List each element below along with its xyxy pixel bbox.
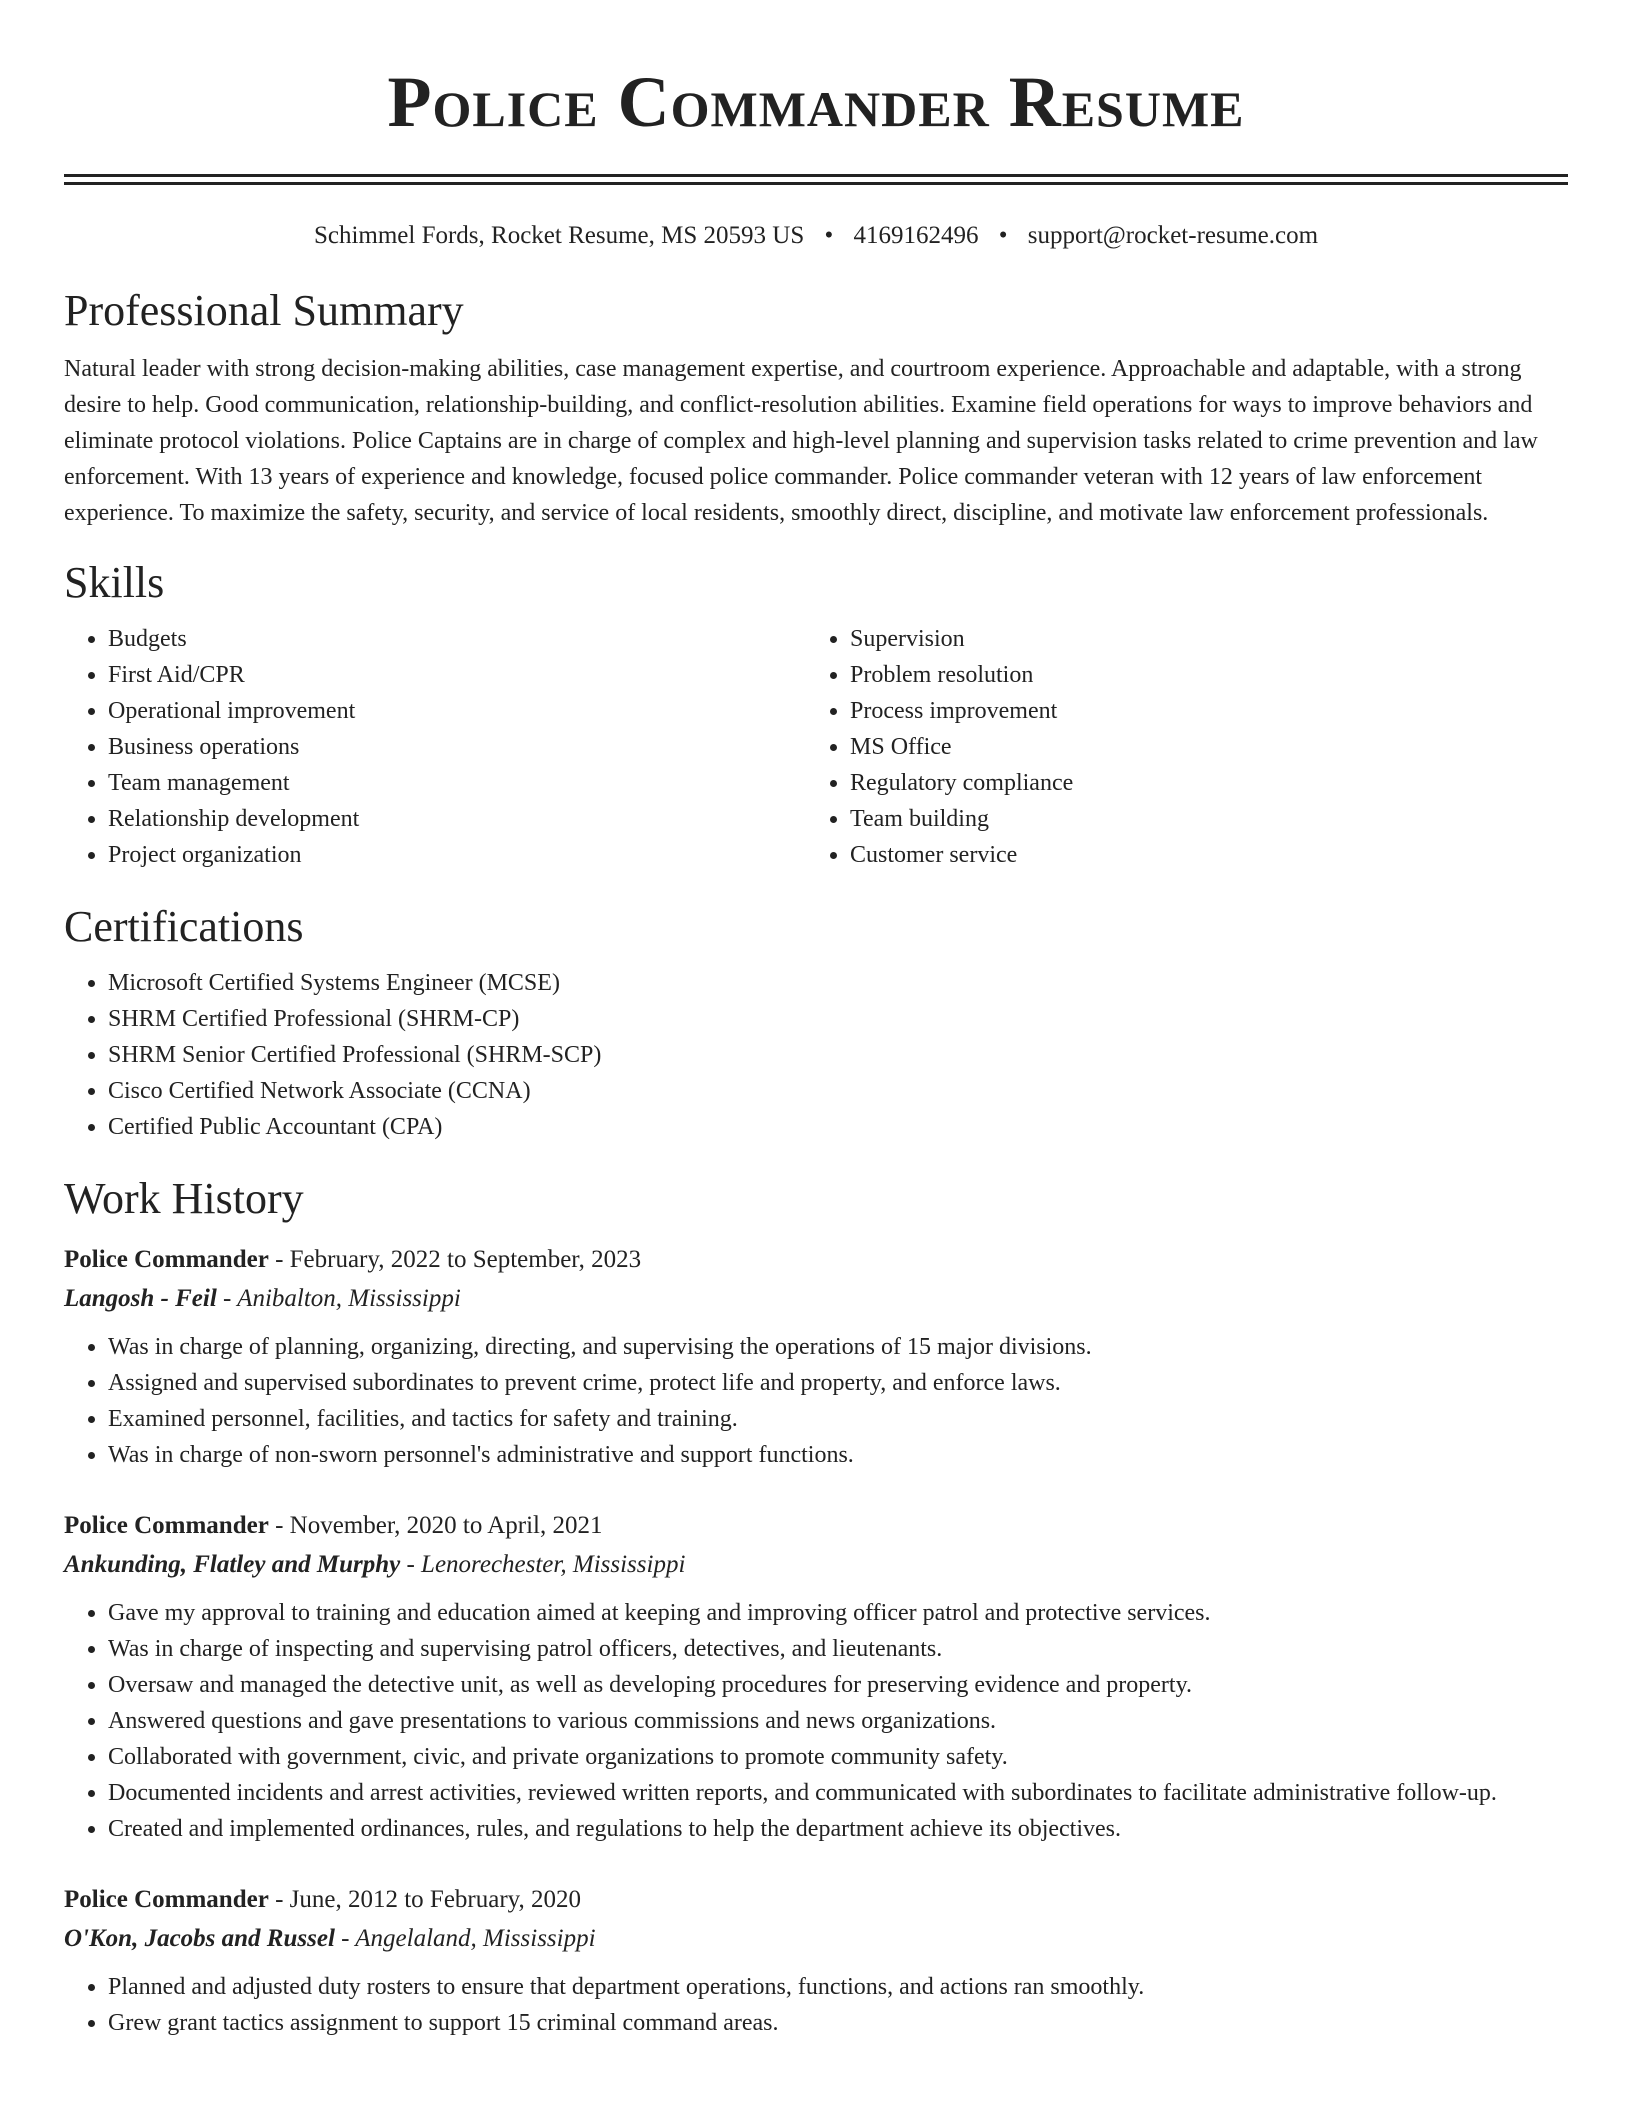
certification-item: • Cisco Certified Network Associate (CCNA) [108, 1073, 1568, 1109]
job-employer [64, 1279, 1568, 1319]
skill-item: • Customer service [850, 837, 1548, 873]
job-header [64, 1507, 1568, 1545]
job-location: Anibalton, Mississippi [237, 1285, 461, 1312]
job-duty-item: • Was in charge of inspecting and supervising patrol officers, detectives, and lieutenants. [108, 1631, 1568, 1667]
job-entry [64, 1507, 1568, 1847]
job-location: Angelaland, Mississippi [355, 1925, 596, 1952]
skill-item: • Relationship development [108, 801, 806, 837]
job-header [64, 1881, 1568, 1919]
job-duty-item: • Documented incidents and arrest activities, reviewed written reports, and communicated with subordinates to facilitate administrative follow-up. [108, 1775, 1568, 1811]
certification-item: • Certified Public Accountant (CPA) [108, 1109, 1568, 1145]
job-duty-item: • Assigned and supervised subordinates to prevent crime, protect life and property, and enforce laws. [108, 1365, 1568, 1401]
title-double-rule [64, 174, 1568, 185]
summary-text: Natural leader with strong decision-making abilities, case management expertise, and courtroom experience. Approachable and adaptable, with a strong desire to help. Good communication, relationship-building, and conflict-resolution abilities. Examine field operations for ways to improve behaviors and eliminate protocol violations. Police Captains are in charge of complex and high-level planning and supervision tasks related to crime prevention and law enforcement. With 13 years of experience and knowledge, focused police commander. Police commander veteran with 12 years of law enforcement experience. To maximize the safety, security, and service of local residents, smoothly direct, discipline, and motivate law enforcement professionals. [64, 356, 1538, 526]
skills-columns [64, 621, 1568, 873]
contact-phone: 4169162496 [853, 222, 979, 249]
job-dash: - [334, 1925, 356, 1952]
certification-item: • SHRM Senior Certified Professional (SHRM-SCP) [108, 1037, 1568, 1073]
job-company: O'Kon, Jacobs and Russel [64, 1925, 335, 1952]
contact-address: Schimmel Fords, Rocket Resume, MS 20593 US [313, 222, 805, 249]
skills-list-left [64, 621, 806, 873]
job-duties [64, 1329, 1568, 1473]
job-location: Lenorechester, Mississippi [421, 1551, 686, 1578]
skill-item: • Supervision [850, 621, 1548, 657]
job-company: Ankunding, Flatley and Murphy [64, 1551, 401, 1578]
skill-item: • Team management [108, 765, 806, 801]
certification-item: • Microsoft Certified Systems Engineer (MCSE) [108, 965, 1568, 1001]
contact-separator: • [998, 222, 1008, 249]
job-dash: - [268, 1512, 290, 1539]
skills-heading: Skills [64, 558, 165, 607]
job-duty-item: • Was in charge of non-sworn personnel's administrative and support functions. [108, 1437, 1568, 1473]
job-duty-item: • Examined personnel, facilities, and tactics for safety and training. [108, 1401, 1568, 1437]
job-duty-item: • Oversaw and managed the detective unit, as well as developing procedures for preserving evidence and property. [108, 1667, 1568, 1703]
skill-item: • Project organization [108, 837, 806, 873]
certifications-list [64, 965, 1568, 1145]
job-title: Police Commander [64, 1886, 269, 1913]
job-dash: - [268, 1246, 290, 1273]
job-duties [64, 1595, 1568, 1847]
job-duty-item: • Was in charge of planning, organizing, directing, and supervising the operations of 15 major divisions. [108, 1329, 1568, 1365]
job-dash: - [216, 1285, 238, 1312]
job-duty-item: • Planned and adjusted duty rosters to ensure that department operations, functions, and actions ran smoothly. [108, 1969, 1568, 2005]
certification-item: • SHRM Certified Professional (SHRM-CP) [108, 1001, 1568, 1037]
resume-title: Police Commander Resume [387, 62, 1245, 142]
job-duty-item: • Answered questions and gave presentations to various commissions and news organizations. [108, 1703, 1568, 1739]
contact-line [64, 219, 1568, 253]
contact-separator: • [824, 222, 834, 249]
skill-item: • MS Office [850, 729, 1548, 765]
job-dates: November, 2020 to April, 2021 [289, 1512, 603, 1539]
skill-item: • Team building [850, 801, 1548, 837]
skill-item: • Regulatory compliance [850, 765, 1548, 801]
job-employer [64, 1919, 1568, 1959]
job-duty-item: • Grew grant tactics assignment to support 15 criminal command areas. [108, 2005, 1568, 2041]
job-dates: February, 2022 to September, 2023 [289, 1246, 642, 1273]
work-history-heading: Work History [64, 1174, 304, 1223]
job-duty-item: • Gave my approval to training and education aimed at keeping and improving officer patrol and protective services. [108, 1595, 1568, 1631]
job-title: Police Commander [64, 1512, 269, 1539]
skill-item: • Operational improvement [108, 693, 806, 729]
job-title: Police Commander [64, 1246, 269, 1273]
skill-item: • Process improvement [850, 693, 1548, 729]
skill-item: • Business operations [108, 729, 806, 765]
job-entry [64, 1881, 1568, 2041]
job-employer [64, 1545, 1568, 1585]
skill-item: • Budgets [108, 621, 806, 657]
job-duty-item: • Created and implemented ordinances, rules, and regulations to help the department achieve its objectives. [108, 1811, 1568, 1847]
job-duties [64, 1969, 1568, 2041]
job-duty-item: • Collaborated with government, civic, and private organizations to promote community safety. [108, 1739, 1568, 1775]
job-company: Langosh - Feil [64, 1285, 217, 1312]
job-header [64, 1241, 1568, 1279]
job-dash: - [268, 1886, 290, 1913]
skill-item: • First Aid/CPR [108, 657, 806, 693]
job-dates: June, 2012 to February, 2020 [289, 1886, 582, 1913]
contact-email: support@rocket-resume.com [1027, 222, 1319, 249]
skills-list-right [806, 621, 1548, 873]
job-entry [64, 1241, 1568, 1473]
certifications-heading: Certifications [64, 902, 304, 951]
summary-heading: Professional Summary [64, 286, 464, 335]
job-dash: - [400, 1551, 422, 1578]
skill-item: • Problem resolution [850, 657, 1548, 693]
